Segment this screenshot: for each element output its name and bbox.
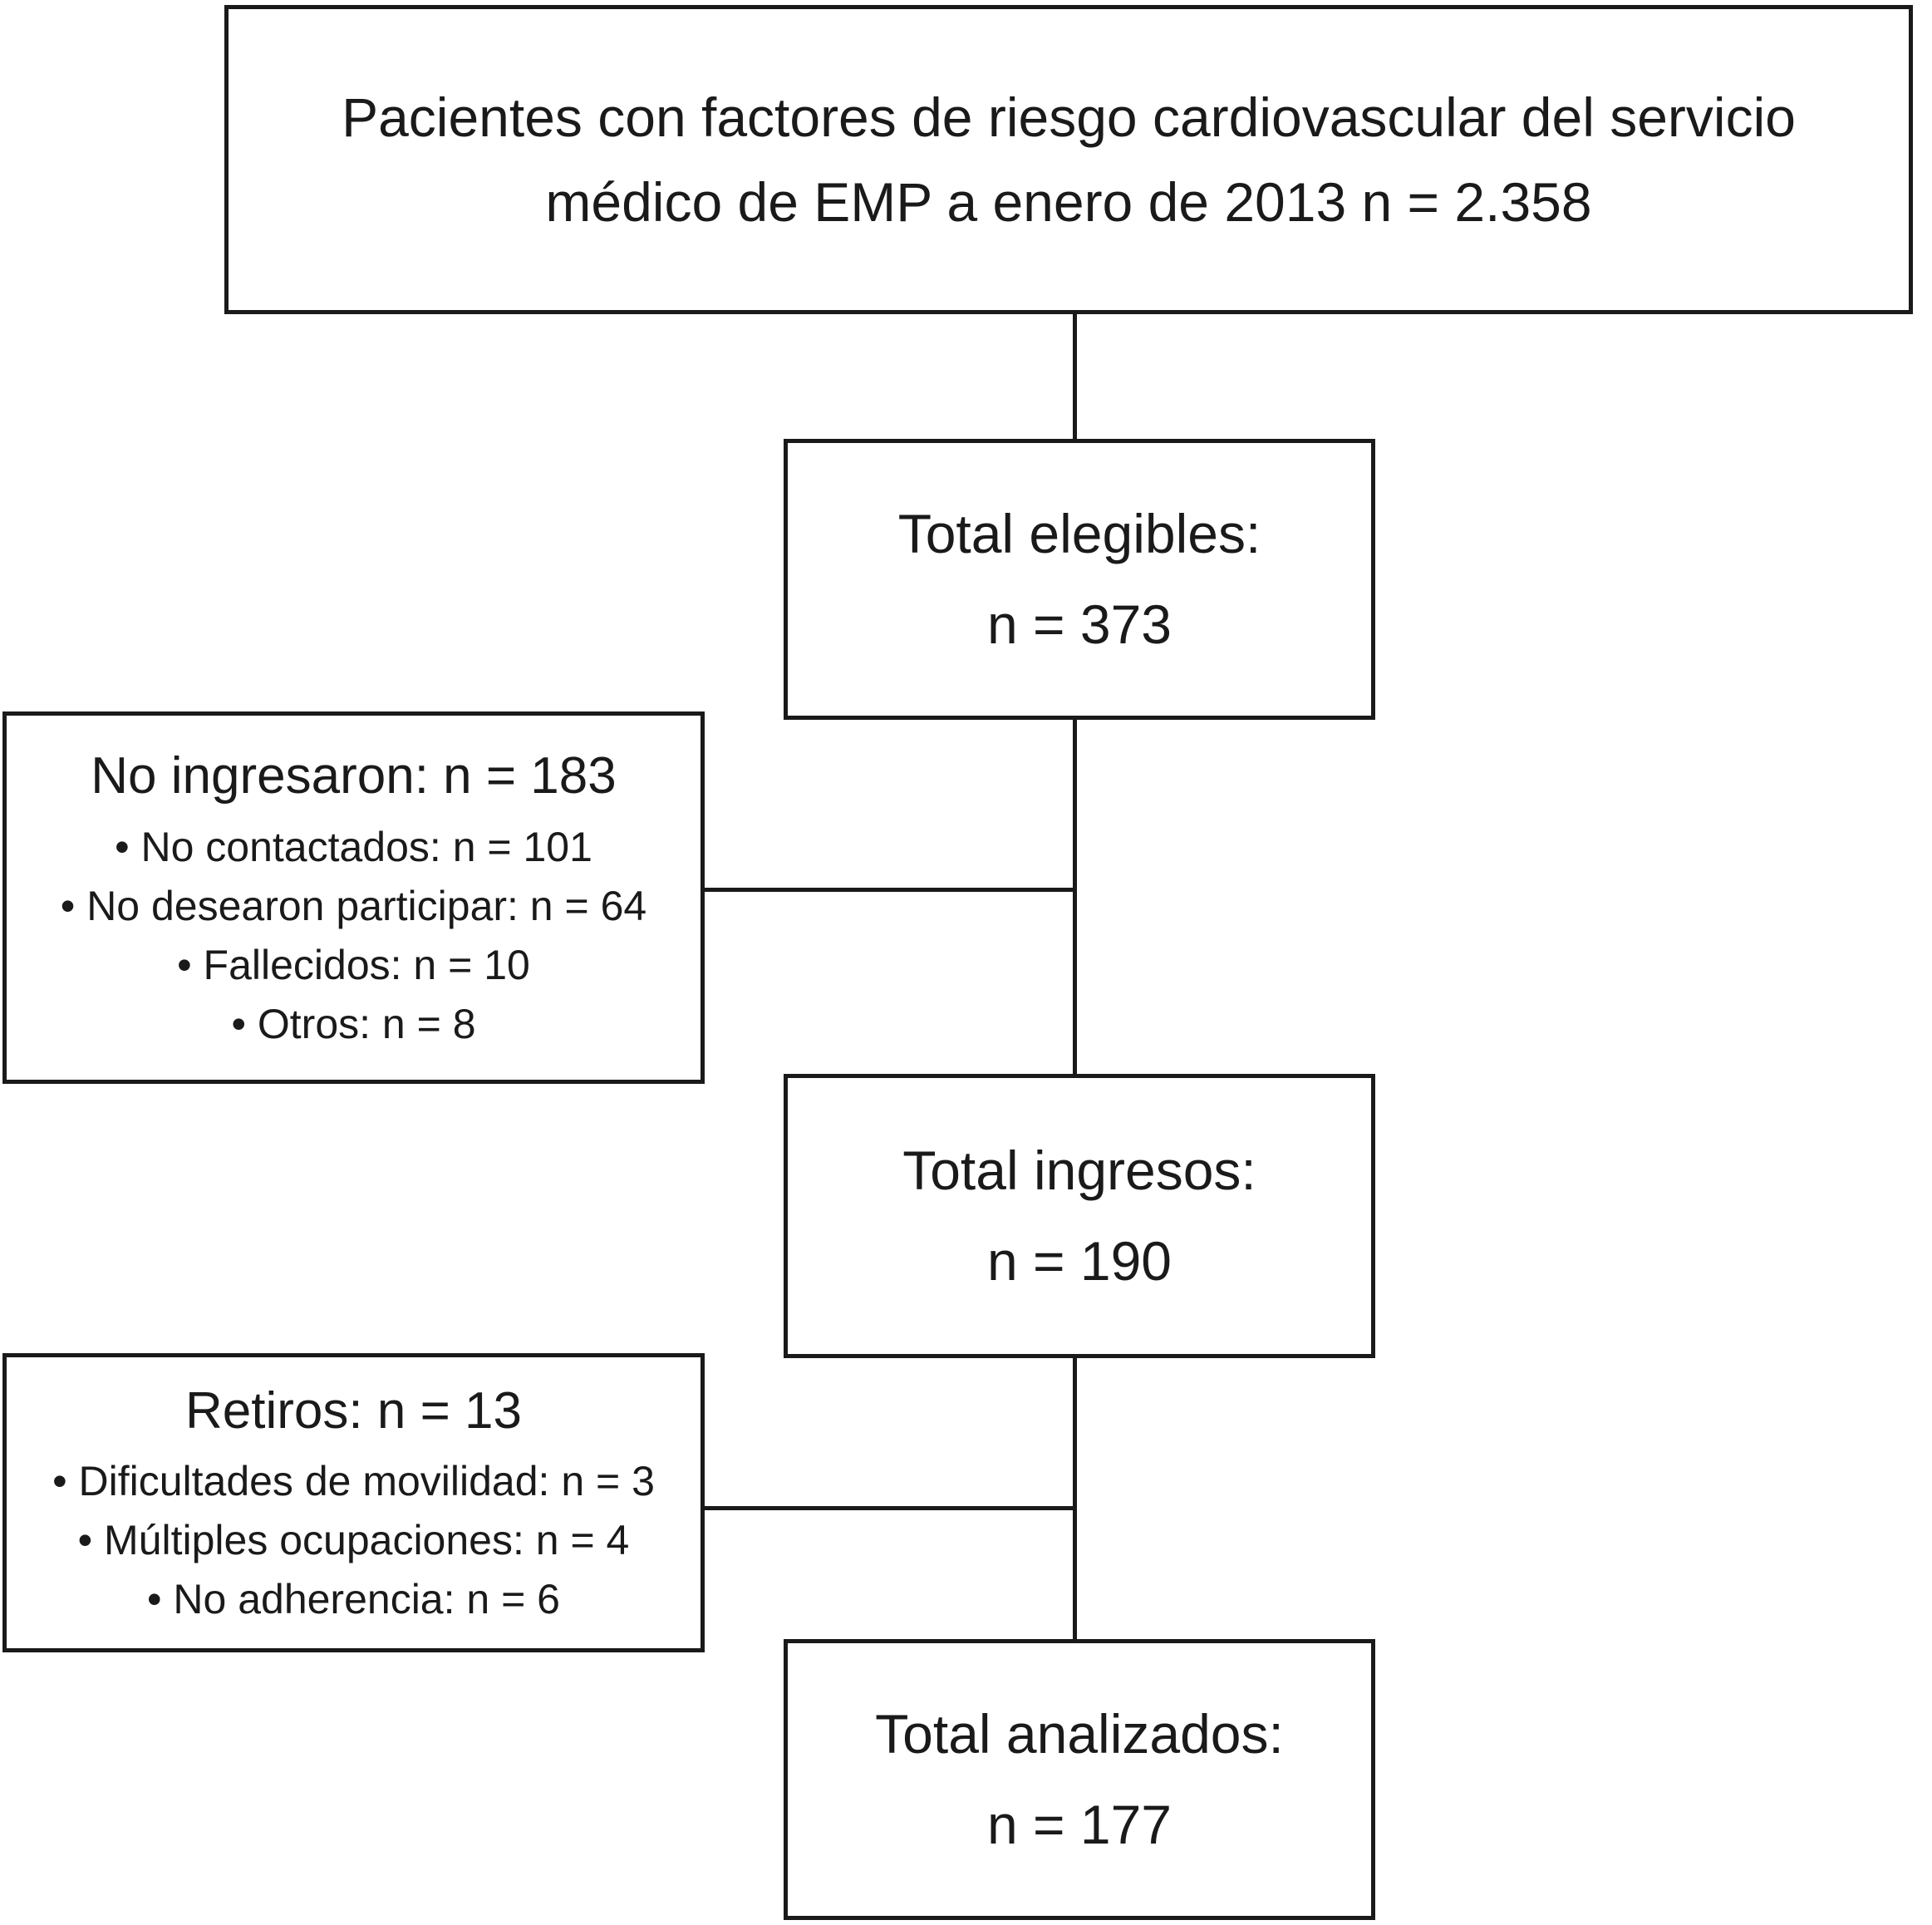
source-box-line1: Pacientes con factores de riesgo cardiovascular del servicio (342, 86, 1796, 148)
analyzed-box-label: Total analizados: (875, 1703, 1284, 1765)
enrolled-box (784, 1074, 1375, 1358)
enrolled-box-count: n = 190 (986, 1230, 1172, 1292)
source-box-line2: médico de EMP a enero de 2013 n = 2.358 (545, 171, 1592, 233)
eligible-box-count: n = 373 (986, 593, 1172, 655)
analyzed-box-count: n = 177 (986, 1794, 1172, 1855)
eligible-box-label: Total elegibles: (897, 503, 1261, 565)
withdrawals-item: • No adherencia: n = 6 (147, 1570, 560, 1629)
not-enrolled-item: • Otros: n = 8 (231, 995, 475, 1054)
source-box (224, 5, 1913, 314)
enrolled-box-label: Total ingresos: (902, 1140, 1256, 1202)
not-enrolled-item: • No desearon participar: n = 64 (61, 877, 646, 936)
analyzed-box (784, 1639, 1375, 1920)
connector-not-enrolled-line (705, 888, 1075, 892)
withdrawals-item: • Dificultades de movilidad: n = 3 (52, 1452, 655, 1511)
not-enrolled-item: • No contactados: n = 101 (115, 818, 592, 877)
withdrawals-title: Retiros: n = 13 (185, 1381, 522, 1440)
withdrawals-box (2, 1353, 705, 1652)
eligible-box (784, 439, 1375, 720)
not-enrolled-title: No ingresaron: n = 183 (91, 747, 617, 805)
withdrawals-item: • Múltiples ocupaciones: n = 4 (78, 1511, 630, 1570)
not-enrolled-box (2, 711, 705, 1084)
not-enrolled-item: • Fallecidos: n = 10 (177, 936, 530, 995)
connector-withdrawals-line (705, 1506, 1075, 1510)
